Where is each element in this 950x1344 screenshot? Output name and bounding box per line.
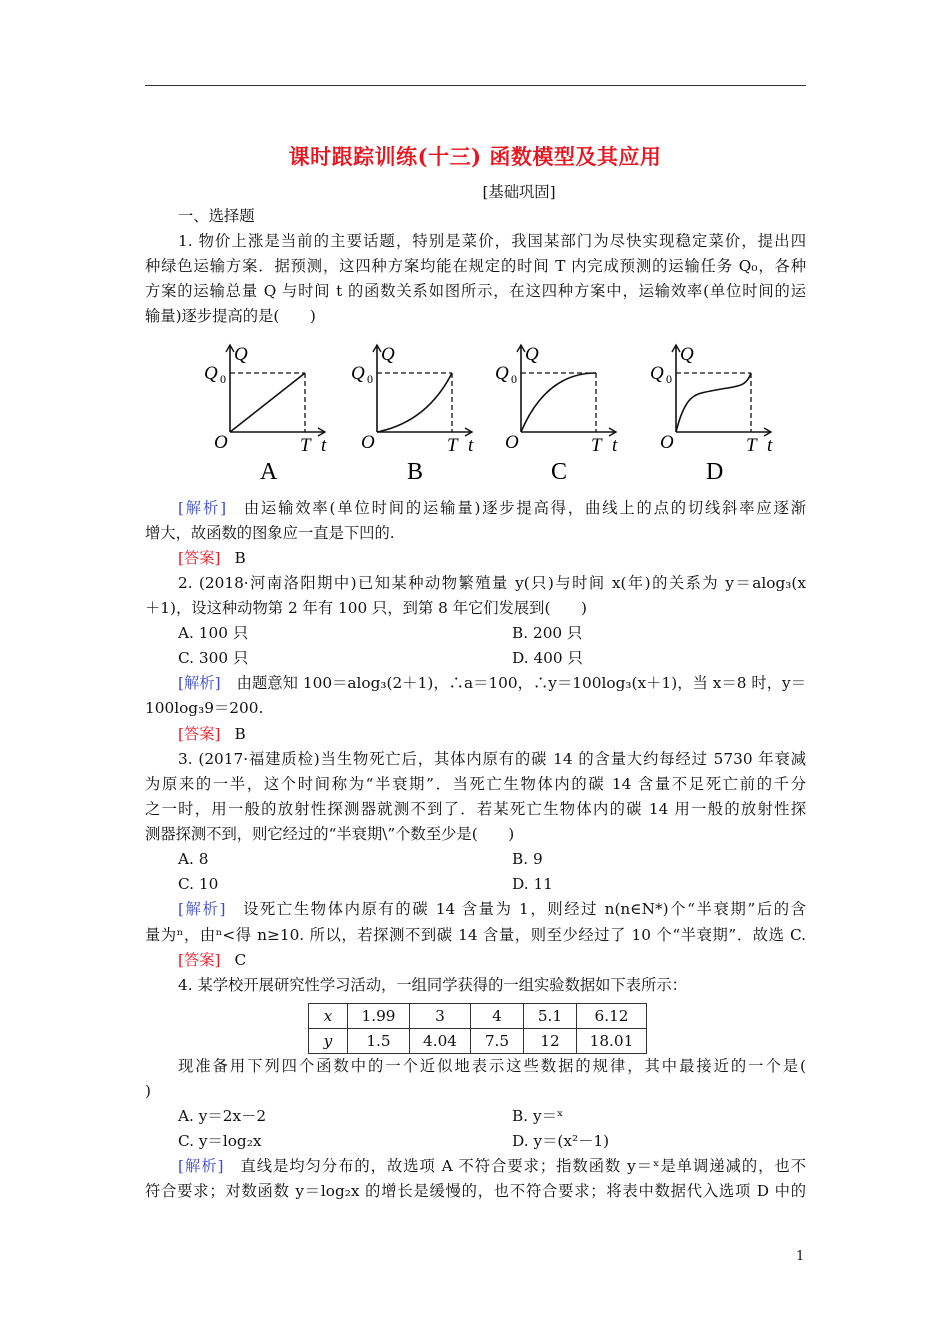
- axis-label-q: Q: [381, 344, 395, 365]
- answer-option: B. y＝ˣ: [512, 1107, 564, 1125]
- line-text: 现准备用下列四个函数中的一个近似地表示这些数据的规律，其中最接近的一个是(: [178, 1057, 806, 1075]
- text-line: [145, 523, 806, 543]
- answer-line: [145, 724, 806, 744]
- q0-label: Q: [351, 363, 365, 384]
- t-tick-label: T: [746, 435, 757, 456]
- analysis-tag: [解析]: [178, 900, 226, 918]
- function-curve: [377, 373, 452, 432]
- text-line: [145, 598, 806, 618]
- axis-label-q: Q: [234, 344, 248, 365]
- answer-option: B. 9: [512, 850, 543, 868]
- line-text: 增大，故函数的图象应一直是下凹的.: [145, 524, 395, 542]
- answer-option: A. y＝2x－2: [178, 1107, 267, 1125]
- table-cell: 4.04: [410, 1029, 471, 1054]
- section-heading: [基础巩固]: [482, 183, 556, 201]
- text-line: [145, 698, 806, 718]
- text-line: [145, 749, 806, 769]
- function-curve: [230, 373, 305, 432]
- answer-options-row: [145, 1106, 806, 1126]
- line-text: 1. 物价上涨是当前的主要话题，特别是菜价，我国某部门为尽快实现稳定菜价，提出四: [178, 232, 806, 250]
- t-axis-label: t: [612, 435, 618, 456]
- text-line: [145, 799, 806, 819]
- answer-option: D. y＝(x²－1): [512, 1132, 610, 1150]
- answer-options-row: [145, 648, 806, 668]
- answer-options-row: [145, 874, 806, 894]
- axis-label-q: Q: [680, 344, 694, 365]
- answer-option: A. 100 只: [178, 624, 249, 642]
- line-text: B: [234, 725, 246, 743]
- table-cell: 1.99: [348, 1004, 410, 1029]
- t-tick-label: T: [300, 435, 311, 456]
- origin-label: O: [505, 432, 519, 453]
- t-axis-label: t: [321, 435, 327, 456]
- line-text: 4. 某学校开展研究性学习活动，一组同学获得的一组实验数据如下表所示：: [178, 976, 687, 994]
- text-line: [145, 1056, 806, 1076]
- table-row: [309, 1004, 647, 1029]
- t-axis-label: t: [468, 435, 474, 456]
- table-cell: 4: [471, 1004, 524, 1029]
- analysis-line: [145, 498, 806, 518]
- answer-option: D. 400 只: [512, 649, 583, 667]
- q0-subscript: 0: [367, 372, 373, 386]
- analysis-line: [145, 673, 806, 693]
- graph-label: C: [551, 459, 568, 485]
- analysis-tag: [解析]: [178, 674, 221, 692]
- graph-label: D: [706, 459, 724, 485]
- page-title: 课时跟踪训练(十三) 函数模型及其应用: [288, 144, 662, 169]
- analysis-tag: [解析]: [178, 499, 227, 517]
- answer-options-row: [145, 849, 806, 869]
- line-text: 为原来的一半，这个时间称为“半衰期”．当死亡生物体内的碳 14 含量不足死亡前的千分: [145, 775, 806, 793]
- answer-option: C. 300 只: [178, 649, 249, 667]
- answer-line: [145, 548, 806, 568]
- graph-label: A: [260, 459, 278, 485]
- text-line: [145, 281, 806, 301]
- text-line: [145, 1181, 806, 1201]
- text-line: [145, 573, 806, 593]
- answer-option: B. 200 只: [512, 624, 583, 642]
- line-text: 符合要求；对数函数 y＝log₂x 的增长是缓慢的，也不符合要求；将表中数据代入选项 D 中的: [145, 1182, 806, 1200]
- q0-subscript: 0: [511, 372, 517, 386]
- t-tick-label: T: [591, 435, 602, 456]
- origin-label: O: [361, 432, 375, 453]
- answer-tag: [答案]: [178, 549, 221, 567]
- text-line: [145, 1081, 806, 1101]
- figure-four-graphs: [0, 335, 950, 490]
- table-cell: x: [309, 1004, 348, 1029]
- axis-label-q: Q: [525, 344, 539, 365]
- table-cell: 5.1: [524, 1004, 577, 1029]
- answer-options-row: [145, 1131, 806, 1151]
- text-line: [145, 925, 806, 945]
- answer-option: C. 10: [178, 875, 219, 893]
- text-line: [145, 206, 806, 226]
- table-cell: 3: [410, 1004, 471, 1029]
- analysis-tag: [解析]: [178, 1157, 224, 1175]
- q0-subscript: 0: [220, 372, 226, 386]
- line-text: 种绿色运输方案．据预测，这四种方案均能在规定的时间 T 内完成预测的运输任务 Q₀，各种: [145, 257, 806, 275]
- line-text: 由运输效率(单位时间的运输量)逐步提高得，曲线上的点的切线斜率应逐渐: [242, 499, 806, 517]
- line-text: 量为ⁿ，由ⁿ<得 n≥10. 所以，若探测不到碳 14 含量，则至少经过了 10 个“半衰期”．故选 C.: [145, 926, 806, 944]
- origin-label: O: [660, 432, 674, 453]
- data-table: [308, 1003, 647, 1054]
- answer-options-row: [145, 623, 806, 643]
- table-cell: 6.12: [577, 1004, 647, 1029]
- answer-tag: [答案]: [178, 951, 221, 969]
- table-cell: 18.01: [577, 1029, 647, 1054]
- line-text: 由题意知 100＝alog₃(2＋1)，∴a＝100，∴y＝100log₃(x＋1)，当 x＝8 时，y＝: [236, 674, 806, 692]
- answer-option: A. 8: [178, 850, 209, 868]
- line-text: C: [234, 951, 247, 969]
- q0-label: Q: [204, 363, 218, 384]
- line-text: 一、选择题: [178, 207, 255, 225]
- q0-label: Q: [495, 363, 509, 384]
- analysis-line: [145, 899, 806, 919]
- table-cell: 12: [524, 1029, 577, 1054]
- table-cell: 7.5: [471, 1029, 524, 1054]
- line-text: ): [145, 1082, 151, 1100]
- graph-label: B: [407, 459, 424, 485]
- text-line: [145, 306, 806, 326]
- text-line: [145, 256, 806, 276]
- line-text: 2. (2018·河南洛阳期中)已知某种动物繁殖量 y(只)与时间 x(年)的关系为 y＝alog₃(x: [178, 574, 806, 592]
- function-curve: [521, 373, 596, 432]
- table-row: [309, 1029, 647, 1054]
- t-axis-label: t: [767, 435, 773, 456]
- line-text: ＋1)，设这种动物第 2 年有 100 只，到第 8 年它们发展到( ): [145, 599, 588, 617]
- line-text: 3. (2017·福建质检)当生物死亡后，其体内原有的碳 14 的含量大约每经过 5730 年衰减: [178, 750, 806, 768]
- analysis-line: [145, 1156, 806, 1176]
- header-rule: [145, 85, 806, 86]
- answer-tag: [答案]: [178, 725, 221, 743]
- text-line: [145, 824, 806, 844]
- line-text: 之一时，用一般的放射性探测器就测不到了．若某死亡生物体内的碳 14 用一般的放射性探: [145, 800, 806, 818]
- line-text: B: [234, 549, 246, 567]
- text-line: [145, 774, 806, 794]
- t-tick-label: T: [447, 435, 458, 456]
- line-text: 100log₃9＝200.: [145, 699, 264, 717]
- line-text: 测器探测不到，则它经过的“半衰期\”个数至少是( ): [145, 825, 515, 843]
- line-text: 输量)逐步提高的是( ): [145, 307, 316, 325]
- page-number: 1: [796, 1249, 805, 1264]
- text-line: [145, 231, 806, 251]
- answer-option: C. y＝log₂x: [178, 1132, 262, 1150]
- line-text: 方案的运输总量 Q 与时间 t 的函数关系如图所示，在这四种方案中，运输效率(单位时间的运: [145, 282, 806, 300]
- q0-label: Q: [650, 363, 664, 384]
- line-text: 设死亡生物体内原有的碳 14 含量为 1，则经过 n(n∈N*)个“半衰期”后的含: [241, 900, 806, 918]
- table-cell: 1.5: [348, 1029, 410, 1054]
- q0-subscript: 0: [666, 372, 672, 386]
- line-text: 直线是均匀分布的，故选项 A 不符合要求；指数函数 y＝ˣ是单调递减的，也不: [239, 1157, 807, 1175]
- text-line: [145, 975, 806, 995]
- function-curve: [676, 373, 751, 432]
- answer-line: [145, 950, 806, 970]
- answer-option: D. 11: [512, 875, 553, 893]
- table-cell: y: [309, 1029, 348, 1054]
- origin-label: O: [214, 432, 228, 453]
